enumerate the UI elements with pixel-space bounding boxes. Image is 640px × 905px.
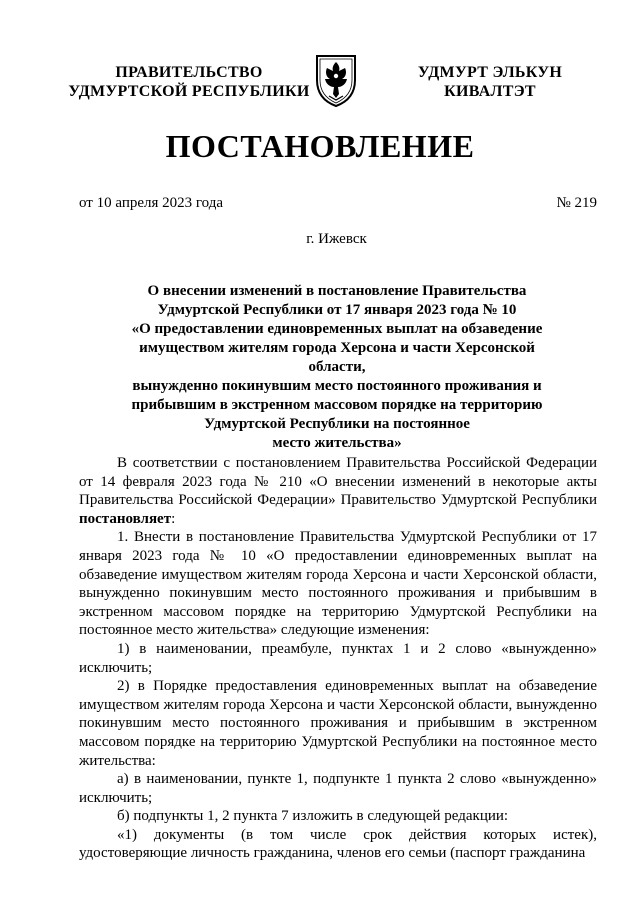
- body-paragraph: 1. Внести в постановление Правительства Удмуртской Республики от 17 января 2023 года № 10 «О предоставлении единовременных выплат на обзаведение имуществом жителям города Херсона и части Херсонской области, вынужденно покинувшим место постоянного проживания и прибывшим в экстренном массовом порядке на территорию Удмуртской Республики на постоянное место жительства» следующие изменения:: [79, 529, 597, 639]
- subject-line: имуществом жителям города Херсона и части Херсонской области,: [139, 340, 535, 375]
- document-title: ПОСТАНОВЛЕНИЕ: [165, 128, 475, 164]
- subject-line: прибывшим в экстренном массовом порядке на территорию: [131, 397, 543, 413]
- header-left-line1: ПРАВИТЕЛЬСТВО: [115, 64, 263, 81]
- preamble-text: В соответствии с постановлением Правительства Российской Федерации от 14 февраля 2023 года № 210 «О внесении изменений в некоторые акты Правительства Российской Федерации» Правительство Удмуртской Республики: [79, 455, 597, 509]
- header-right-line1: УДМУРТ ЭЛЬКУН: [417, 64, 563, 81]
- subject-line: О внесении изменений в постановление Правительства: [147, 283, 527, 299]
- subject-line: Удмуртской Республики от 17 января 2023 года № 10: [157, 302, 517, 318]
- header-right-line2: КИВАЛТЭТ: [444, 83, 536, 100]
- header-right-title: [395, 63, 585, 101]
- body-paragraph: а) в наименовании, пункте 1, подпункте 1 пункта 2 слово «вынужденно» исключить;: [79, 771, 597, 806]
- document-header: [0, 0, 640, 120]
- subject-line: вынужденно покинувшим место постоянного проживания и: [132, 378, 542, 394]
- subject-line: «О предоставлении единовременных выплат на обзаведение: [131, 321, 543, 337]
- body-paragraph: «1) документы (в том числе срок действия которых истек), удостоверяющие личность гражданина, членов его семьи (паспорт гражданина: [79, 826, 597, 862]
- body-paragraph: 1) в наименовании, преамбуле, пунктах 1 и 2 слово «вынужденно» исключить;: [79, 640, 597, 676]
- body-paragraph: 2) в Порядке предоставления единовременных выплат на обзаведение имуществом жителям города Херсона и части Херсонской области, вынужденно покинувшим место постоянного проживания и прибывшим в экстренном массовом порядке на территорию Удмуртской Республики на постоянное место жительства:: [79, 678, 597, 769]
- body-paragraph: [79, 454, 597, 528]
- document-date: от 10 апреля 2023 года: [79, 195, 224, 211]
- preamble-end: :: [171, 510, 176, 527]
- document-city: г. Ижевск: [306, 231, 367, 247]
- document-number: № 219: [556, 195, 597, 211]
- header-left-title: [58, 63, 320, 101]
- subject-line: Удмуртской Республики на постоянное: [204, 416, 470, 432]
- header-left-line2: УДМУРТСКОЙ РЕСПУБЛИКИ: [68, 83, 310, 100]
- subject-line: место жительства»: [272, 435, 402, 451]
- resolves-keyword: постановляет: [79, 510, 172, 527]
- body-paragraph: б) подпункты 1, 2 пункта 7 изложить в следующей редакции:: [117, 808, 509, 825]
- udmurt-coat-of-arms-icon: [313, 52, 359, 108]
- document-body: [79, 454, 597, 863]
- document-subject: [120, 282, 554, 453]
